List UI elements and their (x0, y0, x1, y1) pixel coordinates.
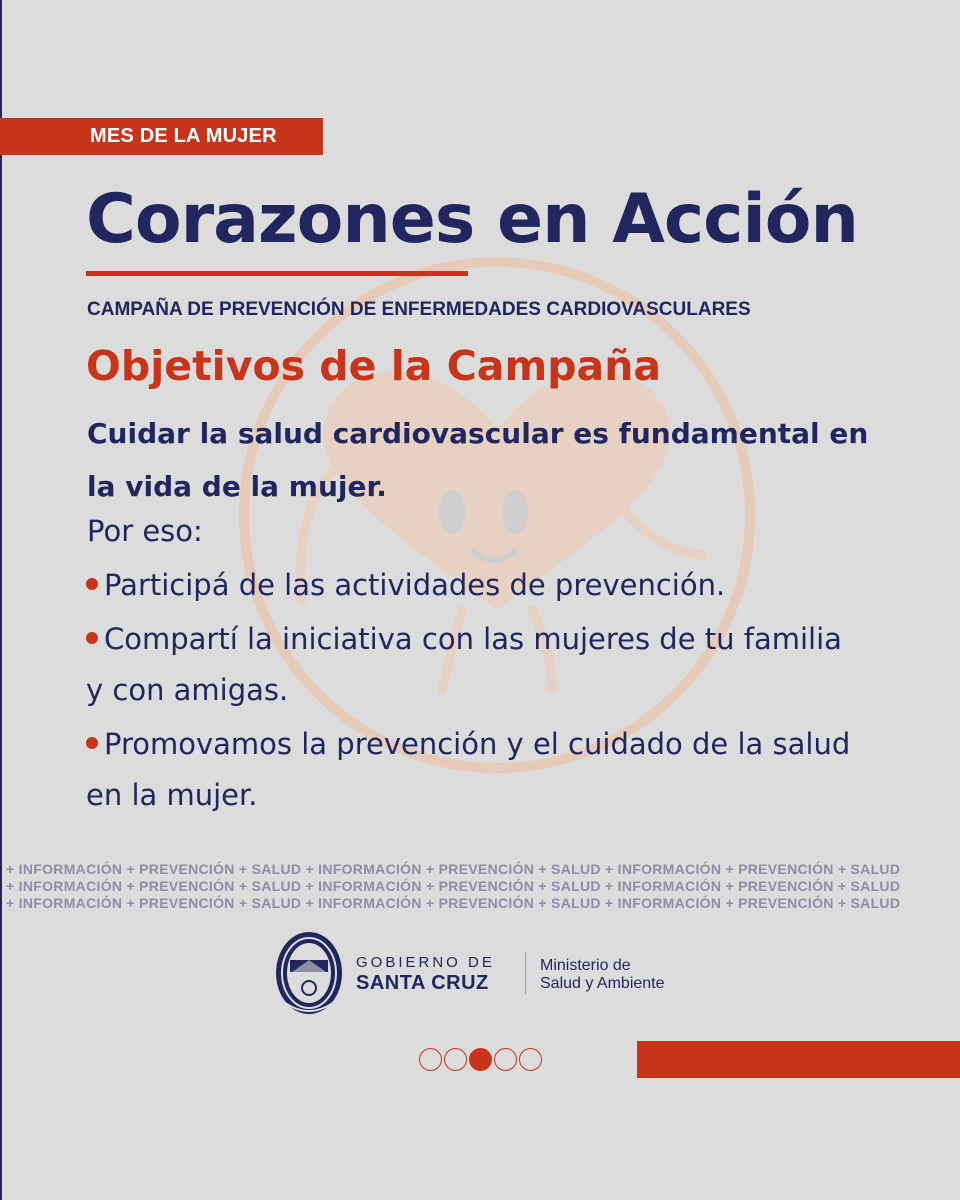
campaign-subtitle: CAMPAÑA DE PREVENCIÓN DE ENFERMEDADES CARDIOVASCULARES (87, 299, 751, 320)
pager-dot[interactable] (444, 1048, 467, 1071)
ticker-line: + INFORMACIÓN + PREVENCIÓN + SALUD + INFORMACIÓN + PREVENCIÓN + SALUD + INFORMACIÓN + PREVENCIÓN + SALUD (6, 895, 901, 911)
bullet-dot-icon (86, 578, 98, 590)
pager-dot[interactable] (494, 1048, 517, 1071)
intro-text: Por eso: (87, 514, 203, 548)
objectives-heading: Objetivos de la Campaña (86, 342, 662, 390)
government-name (356, 954, 495, 995)
month-tag: MES DE LA MUJER (0, 118, 323, 155)
coat-of-arms-icon (274, 930, 344, 1016)
bullet-dot-icon (86, 737, 98, 749)
ministry-line1: Ministerio de (540, 957, 631, 974)
ministry-name (540, 957, 665, 993)
bottom-accent-bar (637, 1041, 960, 1078)
objectives-list (86, 560, 866, 824)
title-underline (86, 271, 468, 276)
ticker-line: + INFORMACIÓN + PREVENCIÓN + SALUD + INFORMACIÓN + PREVENCIÓN + SALUD + INFORMACIÓN + PREVENCIÓN + SALUD (6, 861, 901, 877)
government-logo (274, 930, 694, 1020)
ministry-line2: Salud y Ambiente (540, 975, 665, 992)
government-line1: GOBIERNO DE (356, 954, 495, 971)
pager-dot[interactable] (469, 1048, 492, 1071)
campaign-title: Corazones en Acción (86, 180, 858, 259)
list-item: Promovamos la prevención y el cuidado de la salud en la mujer. (86, 727, 851, 812)
carousel-pager (419, 1048, 542, 1071)
government-line2: SANTA CRUZ (356, 972, 489, 994)
pager-dot[interactable] (519, 1048, 542, 1071)
logo-divider (525, 952, 526, 994)
list-item: Compartí la iniciativa con las mujeres de tu familia y con amigas. (86, 622, 842, 707)
lead-text: Cuidar la salud cardiovascular es fundamental en la vida de la mujer. (87, 417, 869, 503)
pager-dot[interactable] (419, 1048, 442, 1071)
bullet-dot-icon (86, 632, 98, 644)
list-item: Participá de las actividades de prevención. (86, 560, 866, 611)
left-border (0, 0, 2, 1200)
ticker-line: + INFORMACIÓN + PREVENCIÓN + SALUD + INFORMACIÓN + PREVENCIÓN + SALUD + INFORMACIÓN + PREVENCIÓN + SALUD (6, 878, 901, 894)
ticker-band (6, 861, 956, 912)
